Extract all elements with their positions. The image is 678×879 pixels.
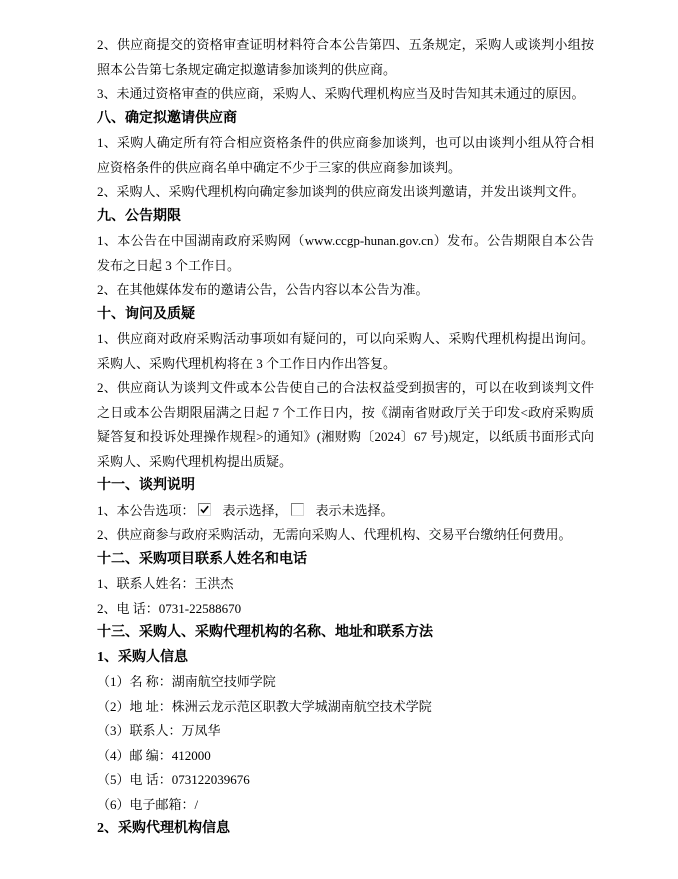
heading-section-10: 十、询问及质疑	[97, 306, 195, 322]
heading-section-8: 八、确定拟邀请供应商	[97, 110, 237, 126]
para-s10-1: 1、供应商对政府采购活动事项如有疑问的，可以向采购人、采购代理机构提出询问。采购人、采购代理机构将在 3 个工作日内作出答复。	[97, 331, 594, 371]
checked-checkbox-icon	[198, 503, 211, 516]
para-qualification-fail-notice: 3、未通过资格审查的供应商，采购人、采购代理机构应当及时告知其未通过的原因。	[97, 86, 585, 101]
heading-purchaser-info: 1、采购人信息	[97, 649, 188, 665]
para-s10-2: 2、供应商认为谈判文件或本公告使自己的合法权益受到损害的，可以在收到谈判文件之日或本公告期限届满之日起 7 个工作日内，按《湖南省财政厅关于印发<政府采购质疑答复和投诉处理操作规程>的通知》(湘财购〔2024〕67 号)规定，以纸质书面形式向采购人、采购代理机构提出质疑。	[97, 380, 594, 469]
heading-section-11: 十一、谈判说明	[97, 478, 195, 493]
para-contact-name: 1、联系人姓名：王洪杰	[97, 576, 234, 591]
para-s9-2: 2、在其他媒体发布的邀请公告，公告内容以本公告为准。	[97, 282, 429, 297]
para-contact-phone: 2、电 话：0731-22588670	[97, 600, 242, 616]
para-qualification-review: 2、供应商提交的资格审查证明材料符合本公告第四、五条规定，采购人或谈判小组按照本公告第七条规定确定拟邀请参加谈判的供应商。	[97, 37, 594, 77]
purchaser-contact-line: （3）联系人：万凤华	[97, 723, 221, 738]
checkbox-checked-label: 表示选择，	[222, 502, 288, 518]
para-checkbox-legend	[97, 499, 594, 524]
para-s9-1: 1、本公告在中国湖南政府采购网（www.ccgp-hunan.gov.cn）发布。公告期限自本公告发布之日起 3 个工作日。	[97, 233, 594, 273]
checkbox-legend-prefix: 1、本公告选项：	[97, 502, 195, 518]
para-s8-2: 2、采购人、采购代理机构向确定参加谈判的供应商发出谈判邀请，并发出谈判文件。	[97, 184, 585, 199]
purchaser-name-line: （1）名 称：湖南航空技师学院	[97, 674, 276, 689]
para-s11-2: 2、供应商参与政府采购活动，无需向采购人、代理机构、交易平台缴纳任何费用。	[97, 527, 572, 542]
heading-section-12: 十二、采购项目联系人姓名和电话	[97, 551, 307, 567]
purchaser-phone-line: （5）电 话：073122039676	[97, 772, 250, 787]
purchaser-zipcode-line: （4）邮 编：412000	[97, 747, 211, 763]
heading-agency-info: 2、采购代理机构信息	[97, 821, 230, 836]
checkbox-unchecked-label: 表示未选择。	[315, 502, 394, 518]
para-s8-1: 1、采购人确定所有符合相应资格条件的供应商参加谈判，也可以由谈判小组从符合相应资格条件的供应商名单中确定不少于三家的供应商参加谈判。	[97, 135, 594, 175]
purchaser-email-line: （6）电子邮箱：/	[97, 796, 199, 812]
heading-section-13: 十三、采购人、采购代理机构的名称、地址和联系方法	[97, 625, 433, 640]
heading-section-9: 九、公告期限	[97, 208, 181, 224]
purchaser-address-line: （2）地 址：株洲云龙示范区职教大学城湖南航空技术学院	[97, 698, 432, 714]
unchecked-checkbox-icon	[291, 503, 304, 516]
